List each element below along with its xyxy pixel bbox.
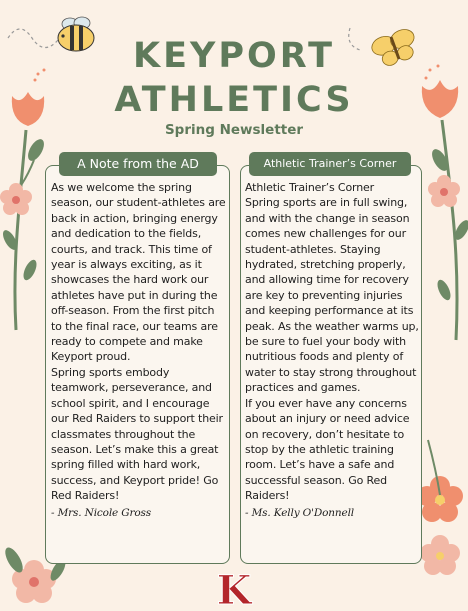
ad-note-paragraph: Spring sports embody teamwork, perseverance, and school spirit, and I encourage our Red Raiders to support their classmates throughout the season. Let’s make this a great spring filled with hard work, success, and Keyport pride! Go Red Raiders! [51, 365, 223, 503]
ad-note-paragraph: As we welcome the spring season, our student-athletes are back in action, bringing energy and dedication to the fields, courts, and track. This time of year is always exciting, as it showcases the hard work our athletes have put in during the off-season. From the first pitch to the final race, our teams are ready to compete and make Keyport proud. [51, 181, 226, 364]
trainer-paragraph: Athletic Trainer’s Corner [245, 181, 375, 194]
keyport-logo-icon [213, 566, 255, 610]
ad-note-heading: A Note from the AD [59, 152, 217, 176]
page-subtitle: Spring Newsletter [164, 122, 304, 138]
trainer-corner-heading: Athletic Trainer’s Corner [249, 152, 411, 176]
trainer-corner-body [245, 180, 420, 521]
ad-signature: - Mrs. Nicole Gross [51, 506, 152, 519]
trainer-paragraph: Spring sports are in full swing, and with the change in season comes new challenges for our student-athletes. Staying hydrated, stretching properly, and allowing time for recovery are key to preventing injuries and keeping performance at its peak. As the weather warms up, be sure to fuel your body with nutritious foods and plenty of water to stay strong throughout practices and games. [245, 196, 419, 395]
svg-text:K: K [216, 567, 252, 610]
trainer-paragraph: If you ever have any concerns about an injury or need advice on recovery, don’t hesitate to stop by the athletic training room. Let’s have a safe and successful season. Go Red Raiders! [245, 396, 410, 503]
trainer-signature: - Ms. Kelly O'Donnell [245, 506, 355, 519]
page-title-line1: KEYPORT [132, 36, 336, 76]
page-title-line2: ATHLETICS [114, 80, 354, 120]
ad-note-body [51, 180, 227, 521]
